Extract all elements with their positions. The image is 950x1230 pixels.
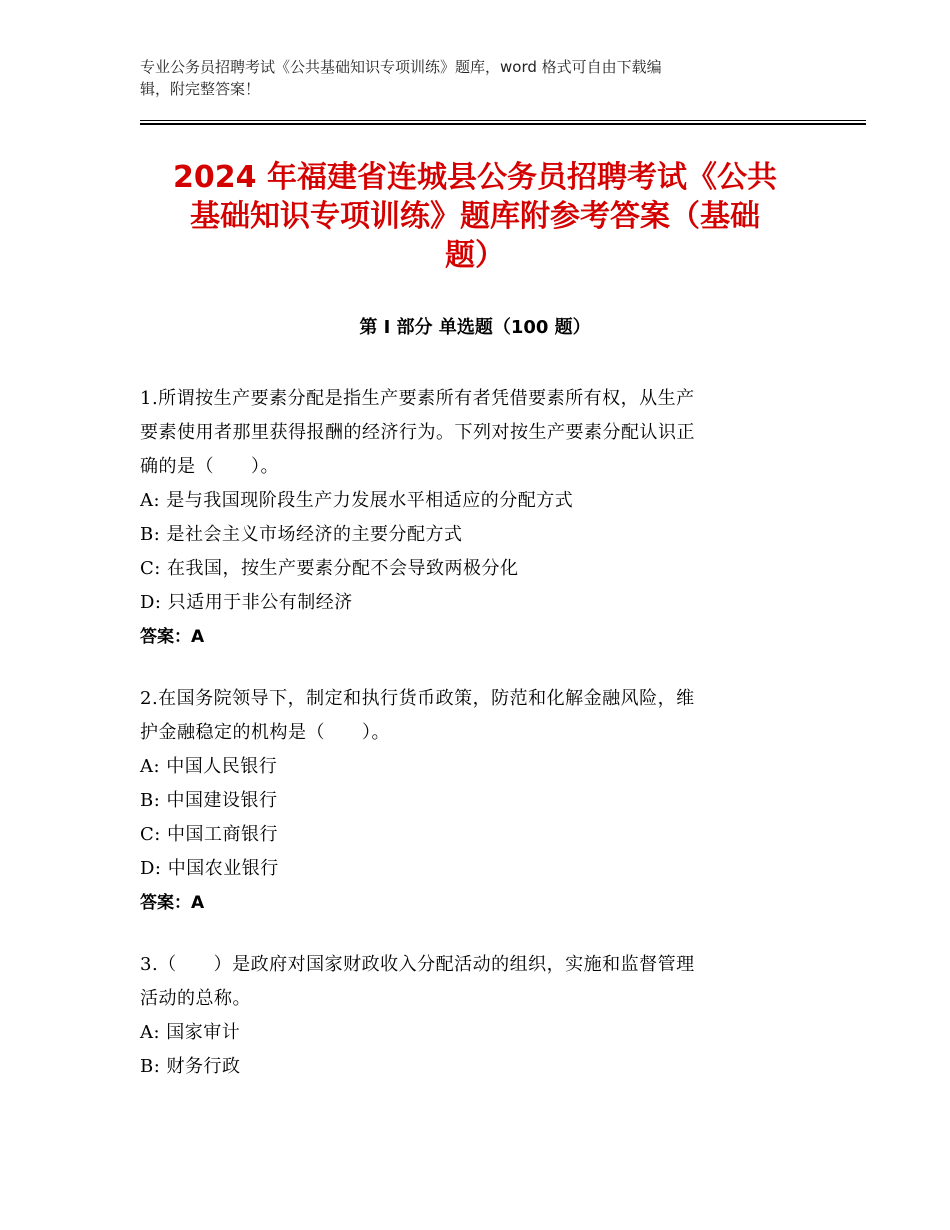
header-divider-thin [140, 120, 866, 121]
question-stem-line: 2.在国务院领导下，制定和执行货币政策，防范和化解金融风险，维 [140, 688, 695, 709]
option-b: B: 财务行政 [140, 1056, 241, 1077]
question-stem-line: 3.（ ）是政府对国家财政收入分配活动的组织，实施和监督管理 [140, 954, 695, 975]
question-stem-line: 要素使用者那里获得报酬的经济行为。下列对按生产要素分配认识正 [140, 422, 695, 443]
header-divider-thick [140, 123, 866, 125]
answer-label: 答案：A [140, 893, 205, 913]
option-a: A: 中国人民银行 [140, 756, 278, 777]
document-title-line-3: 题） [445, 238, 505, 273]
header-note [140, 56, 790, 100]
document-title-line-2: 基础知识专项训练》题库附参考答案（基础 [190, 199, 760, 234]
question-stem-line: 确的是（ ）。 [140, 456, 279, 477]
document-title-line-1: 2024 年福建省连城县公务员招聘考试《公共 [173, 160, 777, 195]
question-3 [140, 948, 800, 1084]
question-stem-line: 活动的总称。 [140, 988, 251, 1009]
section-heading: 第 I 部分 单选题（100 题） [359, 317, 591, 338]
question-stem-line: 护金融稳定的机构是（ ）。 [140, 722, 390, 743]
question-list [140, 382, 800, 1112]
option-d: D: 中国农业银行 [140, 858, 279, 879]
option-a: A: 国家审计 [140, 1022, 241, 1043]
question-stem-line: 1.所谓按生产要素分配是指生产要素所有者凭借要素所有权，从生产 [140, 388, 695, 409]
option-a: A: 是与我国现阶段生产力发展水平相适应的分配方式 [140, 490, 574, 511]
option-b: B: 中国建设银行 [140, 790, 278, 811]
option-b: B: 是社会主义市场经济的主要分配方式 [140, 524, 463, 545]
option-c: C: 在我国，按生产要素分配不会导致两极分化 [140, 558, 519, 579]
question-1 [140, 382, 800, 654]
answer-label: 答案：A [140, 627, 205, 647]
question-2 [140, 682, 800, 920]
header-note-line-1: 专业公务员招聘考试《公共基础知识专项训练》题库，word 格式可自由下载编 [140, 58, 662, 76]
header-note-line-2: 辑，附完整答案！ [140, 80, 261, 98]
option-d: D: 只适用于非公有制经济 [140, 592, 353, 613]
option-c: C: 中国工商银行 [140, 824, 279, 845]
document-title [110, 158, 840, 275]
